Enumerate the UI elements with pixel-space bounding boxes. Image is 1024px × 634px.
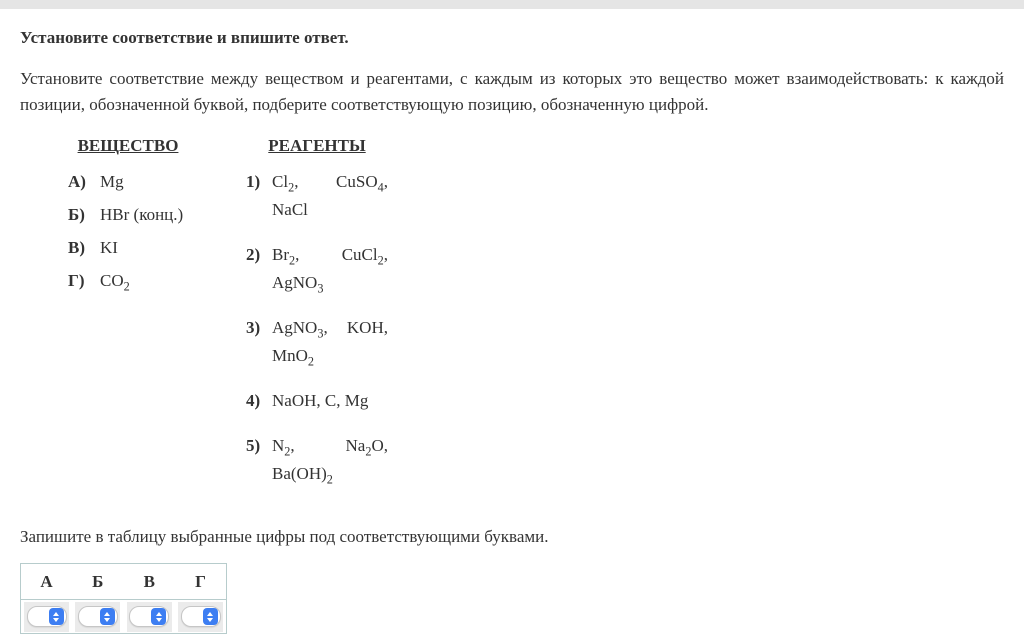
stepper-updown-icon (49, 608, 64, 625)
substances-header: ВЕЩЕСТВО (77, 136, 179, 155)
answer-select-a[interactable] (24, 602, 69, 632)
substance-label: А) (68, 172, 86, 191)
reagent-item (246, 387, 388, 415)
question-title: Установите соответствие и впишите ответ. (20, 28, 349, 47)
select-pill (78, 606, 118, 627)
substance-item (68, 168, 246, 196)
substance-label: В) (68, 238, 85, 257)
substance-label: Г) (68, 271, 85, 290)
reagent-formula: $Br_2$, CuCl$_2$, AgNO$_3$ (272, 245, 388, 296)
answer-column-header-v: В (143, 571, 155, 591)
substance-formula: HBr (конц.) (100, 205, 184, 224)
reagent-item (246, 314, 388, 370)
select-pill (129, 606, 169, 627)
substance-formula: $CO_2$ (100, 271, 130, 294)
answer-column-header-b: Б (92, 571, 104, 591)
reagent-item (246, 241, 388, 297)
stepper-updown-icon (203, 608, 218, 625)
question-instructions: Установите соответствие между веществом и реагентами, с каждым из которых это вещество может взаимодействовать: к каждой позиции, обозначенной буквой, подберите соответствующую позицию, обозначенную цифрой. (20, 69, 1004, 114)
answer-instruction: Запишите в таблицу выбранные цифры под соответствующими буквами. (20, 527, 549, 546)
answer-cell-g (175, 600, 227, 634)
reagent-label: 1) (246, 172, 261, 191)
reagents-column (246, 136, 388, 505)
answer-table (20, 563, 227, 634)
answer-cell-v (124, 600, 176, 634)
reagent-formula: AgNO$_3$, KOH, MnO$_2$ (272, 318, 388, 369)
substances-column (68, 136, 246, 505)
answer-select-v[interactable] (127, 602, 172, 632)
answer-select-b[interactable] (75, 602, 120, 632)
question-content (0, 27, 1024, 634)
top-bar (0, 0, 1024, 9)
select-pill (181, 606, 221, 627)
substance-item (68, 267, 246, 295)
stepper-updown-icon (151, 608, 166, 625)
reagents-header: РЕАГЕНТЫ (268, 136, 366, 155)
stepper-updown-icon (100, 608, 115, 625)
substance-item (68, 201, 246, 229)
reagent-label: 3) (246, 318, 261, 337)
reagent-label: 5) (246, 436, 261, 455)
substance-formula: KI (100, 238, 118, 257)
reagent-formula: NaOH, C, Mg (272, 391, 369, 410)
reagent-formula: $Cl_2$, CuSO$_4$, NaCl (272, 172, 388, 219)
select-pill (27, 606, 67, 627)
answer-select-g[interactable] (178, 602, 223, 632)
reagent-label: 4) (246, 391, 261, 410)
reagent-item (246, 168, 388, 224)
answer-table-input-row (21, 600, 227, 634)
answer-cell-b (72, 600, 124, 634)
answer-column-header-a: А (40, 571, 53, 591)
substance-label: Б) (68, 205, 85, 224)
reagent-label: 2) (246, 245, 261, 264)
reagent-item (246, 432, 388, 488)
reagent-formula: $N_2$, $Na_2O$, $Ba(OH)_2$ (272, 436, 388, 487)
matching-area (68, 136, 1004, 505)
answer-cell-a (21, 600, 73, 634)
answer-table-header-row (21, 564, 227, 600)
answer-column-header-g: Г (195, 571, 206, 591)
substance-formula: Mg (100, 172, 124, 191)
substance-item (68, 234, 246, 262)
